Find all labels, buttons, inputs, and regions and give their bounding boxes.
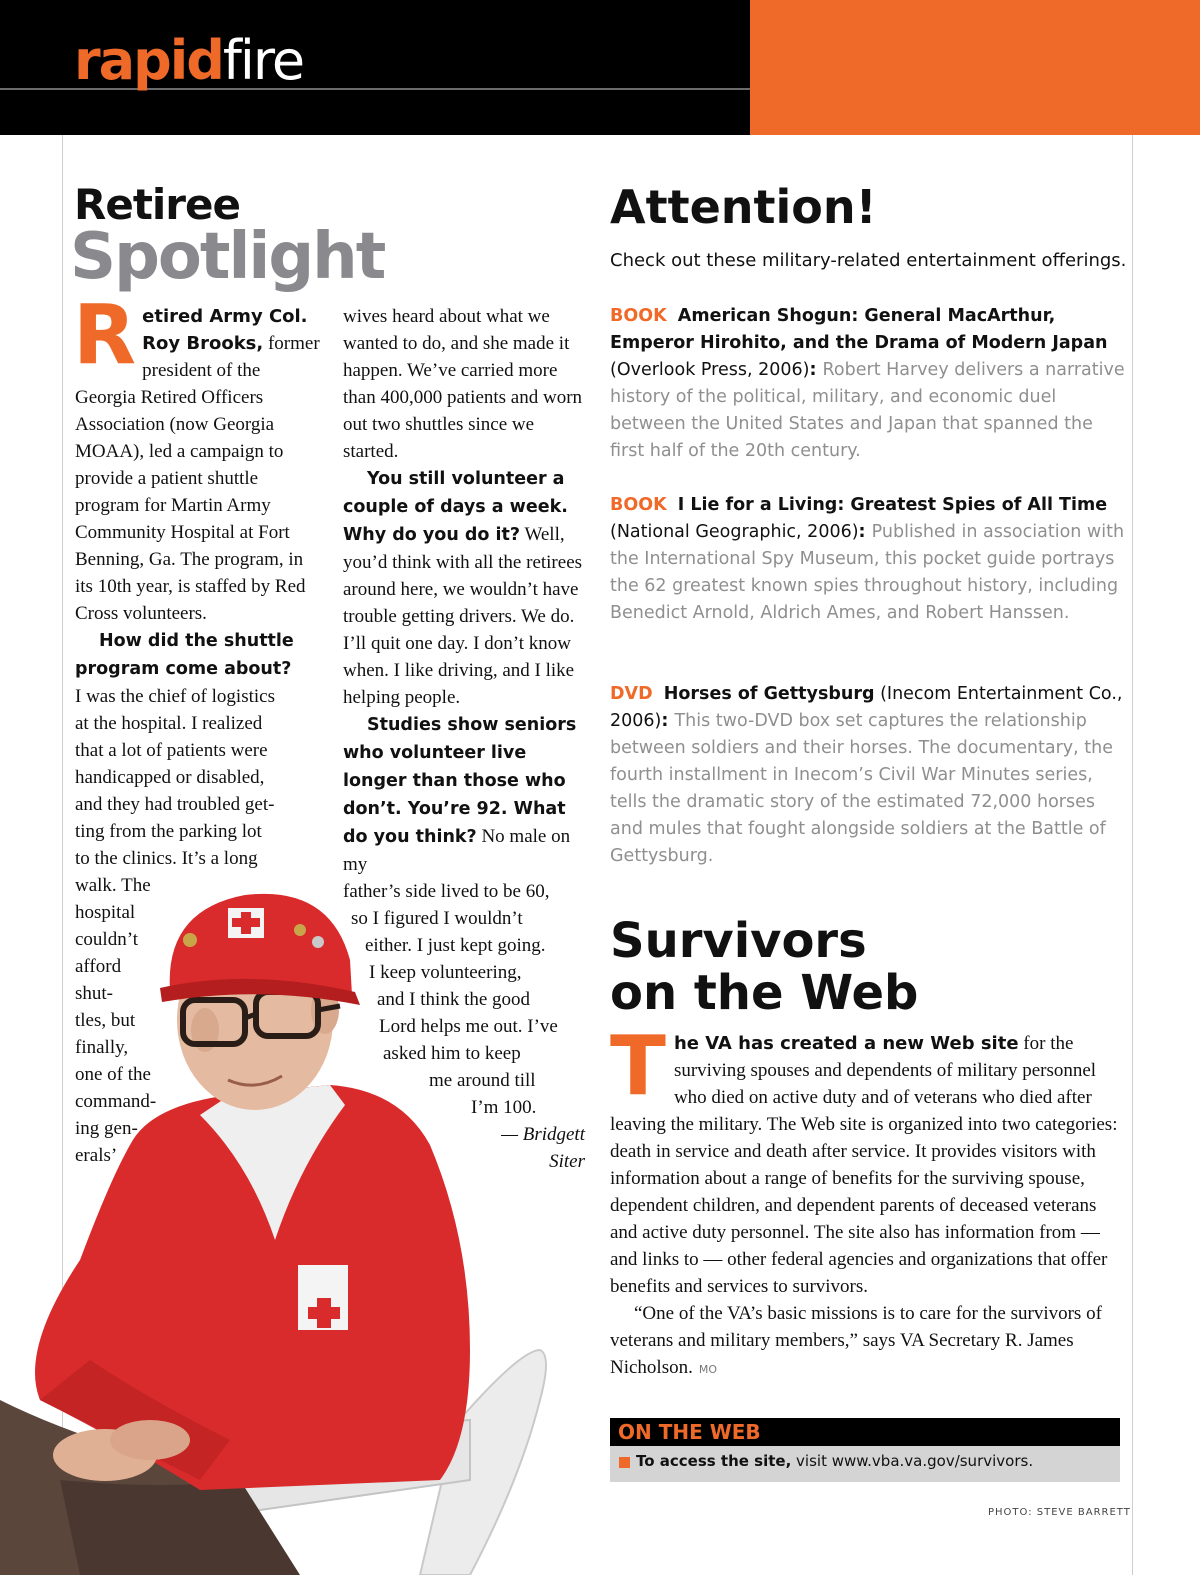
bullet-square-icon (619, 1457, 630, 1468)
answer-2-text: Well, you’d think with all the retirees around here, we wouldn’t have trouble getting drivers. We do. I’ll quit one day. I don’t know when. I like driving, and I like helping people. (343, 524, 583, 708)
entry-type: BOOK (610, 495, 667, 515)
entry-type: BOOK (610, 306, 667, 326)
answer-line: tles, but (75, 1010, 136, 1031)
entry-description: Published in association with the International Spy Museum, this pocket guide portrays the 62 greatest known spies throughout history, including Benedict Arnold, Aldrich Ames, and Robert Hanssen. (610, 522, 1125, 623)
survivors-body (610, 1019, 1122, 1383)
question-3-text: Studies show seniors who volunteer live longer than those who don’t. You’re 92. What do you think? (343, 715, 577, 847)
spotlight-intro (73, 288, 323, 627)
survivors-lead: he VA has created a new Web site (673, 1033, 1019, 1054)
answer-line: that a lot of patients were (75, 740, 268, 761)
question-2-text: You still volunteer a couple of days a week. Why do you do it? (343, 469, 568, 545)
spotlight-question-1 (75, 627, 323, 683)
attention-heading: Attention! (610, 180, 877, 234)
entry-description: This two-DVD box set captures the relationship between soldiers and their horses. The documentary, the fourth installment in Inecom’s Civil War Minutes series, tells the dramatic story of the estimated 72,000 horses and mules that fought alongside soldiers at the Battle of Gettysburg. (610, 711, 1114, 866)
on-the-web-bar (610, 1418, 1120, 1446)
entry-publisher: (Overlook Press, 2006) (610, 360, 810, 380)
logo-rapid: rapid (74, 29, 223, 92)
header-accent-block (750, 0, 1200, 135)
media-entry-1: BOOK American Shogun: General MacArthur, Emperor Hirohito, and the Drama of Modern Japan (Overlook Press, 2006): Robert Harvey delivers a narrative history of the political, military, and economic duel between the United States and Japan that spanned the first half of the 20th century. (610, 306, 1125, 461)
answer-line: command- (75, 1091, 157, 1112)
answer-line: walk. The (75, 875, 151, 896)
spotlight-intro-text: former president of the Georgia Retired Officers Association (now Georgia MOAA), led a campaign to provide a patient shuttle program for Martin Army Community Hospital at Fort Benning, Ga. The program, in its 10th year, is staffed by Red Cross volunteers. (75, 333, 320, 624)
answer-line: father’s side lived to be 60, (343, 881, 550, 902)
spotlight-answer-3-lines (343, 878, 585, 1175)
spotlight-heading-line2: Spotlight (70, 220, 385, 294)
spotlight-column-2 (343, 303, 585, 1175)
answer-line: I keep volunteering, (369, 962, 522, 983)
survivors-heading (610, 915, 918, 1019)
survivors-quote: “One of the VA’s basic missions is to care for the survivors of veterans and military members,” says VA Secretary R. James Nicholson. (610, 1303, 1102, 1378)
answer-line: and they had troubled get- (75, 794, 275, 815)
answer-line: either. I just kept going. (365, 935, 546, 956)
answer-line: at the hospital. I realized (75, 713, 263, 734)
byline-2: Siter (549, 1151, 585, 1172)
answer-line: I was the chief of logistics (75, 686, 275, 707)
survivors-paragraph-1-text: for the surviving spouses and dependents of military personnel who died on active duty and of veterans who died after leaving the military. The Web site is organized into two categories: death in service and death after service. It provides visitors with information about a range of benefits for the surviving spouse, dependent children, and dependent parents of deceased veterans and active duty personnel. The site also has information from — and links to — other federal agencies and organizations that offer benefits and services to survivors. (610, 1033, 1118, 1297)
photo-credit: PHOTO: STEVE BARRETT (988, 1507, 1131, 1518)
answer-line: me around till (429, 1070, 536, 1091)
right-margin-rule (1132, 135, 1133, 1575)
media-entry-3: DVD Horses of Gettysburg (Inecom Entertainment Co., 2006): This two-DVD box set captures the relationship between soldiers and their horses. The documentary, the fourth installment in Inecom’s Civil War Minutes series, tells the dramatic story of the estimated 72,000 horses and mules that fought alongside soldiers at the Battle of Gettysburg. (610, 684, 1123, 866)
spotlight-answer-1-lines (75, 683, 323, 1169)
answer-line: I’m 100. (471, 1097, 537, 1118)
answer-3-first: No male on my (343, 826, 571, 875)
entry-title: American Shogun: General MacArthur, Emperor Hirohito, and the Drama of Modern Japan (610, 306, 1108, 353)
answer-line: afford (75, 956, 122, 977)
survivors-paragraph-1 (610, 1019, 1122, 1300)
entry-title: Horses of Gettysburg (663, 684, 875, 704)
entry-description: Robert Harvey delivers a narrative history of the political, military, and economic duel between the United States and Japan that spanned the first half of the 20th century. (610, 360, 1125, 461)
survivors-heading-line1: Survivors (610, 913, 867, 969)
spotlight-lead: etired Army Col. Roy Brooks, (142, 306, 308, 354)
answer-line: hospital (75, 902, 136, 923)
on-the-web-text[interactable] (636, 1452, 1033, 1470)
answer-line: and I think the good (377, 989, 531, 1010)
author-initials: MO (698, 1363, 718, 1376)
answer-line: to the clinics. It’s a long (75, 848, 258, 869)
byline-1: — Bridgett (501, 1124, 585, 1145)
answer-line: asked him to keep (383, 1043, 521, 1064)
answer-line: one of the (75, 1064, 151, 1085)
answer-line: Lord helps me out. I’ve (379, 1016, 558, 1037)
entry-publisher: (National Geographic, 2006) (610, 522, 859, 542)
answer-line: ting from the parking lot (75, 821, 262, 842)
answer-line: couldn’t (75, 929, 138, 950)
spotlight-dropcap: R (73, 288, 137, 383)
survivors-paragraph-2 (610, 1300, 1122, 1383)
entry-title: I Lie for a Living: Greatest Spies of All Time (677, 495, 1108, 515)
answer-line: handicapped or disabled, (75, 767, 265, 788)
entry-type: DVD (610, 684, 653, 704)
answer-line: erals’ (75, 1145, 118, 1166)
entry-publisher: (Inecom Entertainment Co., 2006) (610, 684, 1123, 731)
attention-intro: Check out these military-related entertainment offerings. (610, 250, 1127, 271)
on-the-web-box (610, 1446, 1120, 1482)
spotlight-column-1 (73, 288, 323, 1169)
spotlight-heading-line1: Retiree (74, 180, 240, 229)
on-the-web-link[interactable]: visit www.vba.va.gov/survivors. (791, 1452, 1034, 1470)
question-1-text: How did the shuttle program come about? (75, 631, 294, 679)
answer-line: shut- (75, 983, 113, 1004)
spotlight-answer-1-cont: wives heard about what we wanted to do, and she made it happen. We’ve carried more than 400,000 patients and worn out two shuttles since we started. (343, 306, 583, 462)
logo-fire: fire (222, 29, 304, 92)
on-the-web-label: ON THE WEB (618, 1420, 761, 1444)
answer-line: finally, (75, 1037, 129, 1058)
answer-line: so I figured I wouldn’t (351, 908, 523, 929)
section-logo (74, 29, 304, 92)
spotlight-qa-3 (343, 711, 585, 878)
survivors-dropcap: T (610, 1019, 666, 1114)
media-entry-2: BOOK I Lie for a Living: Greatest Spies of All Time (National Geographic, 2006): Published in association with the International Spy Museum, this pocket guide portrays the 62 greatest known spies throughout history, including Benedict Arnold, Aldrich Ames, and Robert Hanssen. (610, 495, 1125, 623)
answer-line: ing gen- (75, 1118, 138, 1139)
spotlight-qa-2 (343, 465, 585, 711)
survivors-heading-line2: on the Web (610, 965, 919, 1021)
on-the-web-bold: To access the site, (636, 1452, 792, 1470)
